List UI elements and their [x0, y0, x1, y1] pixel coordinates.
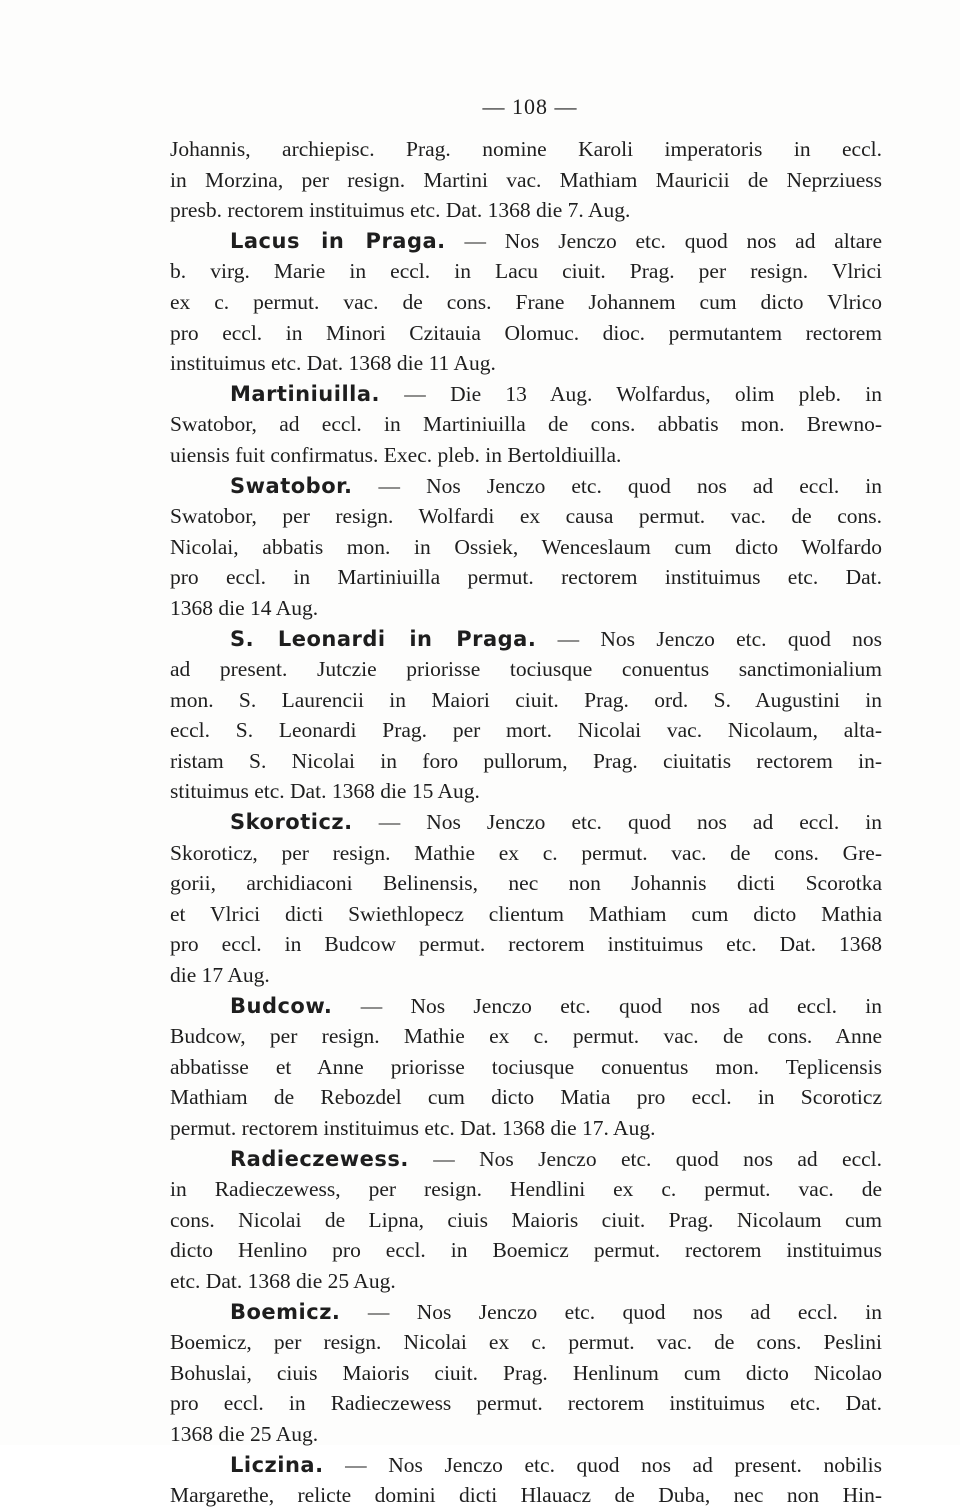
entry-heading: Liczina. — [230, 1452, 324, 1477]
entry-text: — Nos Jenczo etc. quod nos ad eccl. in — [360, 993, 882, 1018]
text-line: cons. Nicolai de Lipna, ciuis Maioris ciuit. Prag. Nicolaum cum — [170, 1207, 882, 1232]
text-line: Boemicz, per resign. Nicolai ex c. permut. vac. de cons. Peslini — [170, 1330, 882, 1355]
entry-heading: Skoroticz. — [230, 810, 353, 835]
entry-first-line — [170, 624, 882, 655]
entry-heading: Budcow. — [230, 993, 333, 1018]
entry-heading: Martiniuilla. — [230, 381, 381, 406]
text-line: 1368 die 25 Aug. — [170, 1421, 319, 1446]
text-line: Budcow, per resign. Mathie ex c. permut. vac. de cons. Anne — [170, 1024, 882, 1049]
entry-heading: Lacus in Praga. — [230, 228, 446, 253]
entry-text: — Nos Jenczo etc. quod nos ad eccl. in — [378, 810, 883, 835]
text-line: instituimus etc. Dat. 1368 die 11 Aug. — [170, 351, 496, 376]
text-line: abbatisse et Anne priorisse tociusque conuentus mon. Teplicensis — [170, 1054, 882, 1079]
text-line: 1368 die 14 Aug. — [170, 595, 319, 620]
entry-text: — Nos Jenczo etc. quod nos ad eccl. in — [367, 1299, 882, 1324]
text-line: Mathiam de Rebozdel cum dicto Matia pro eccl. in Scoroticz — [170, 1085, 882, 1110]
text-line: Johannis, archiepisc. Prag. nomine Karoli imperatoris in eccl. — [170, 137, 882, 161]
entry-text: — Nos Jenczo etc. quod nos ad eccl. — [433, 1146, 882, 1171]
text-line: eccl. S. Leonardi Prag. per mort. Nicolai vac. Nicolaum, alta- — [170, 718, 882, 743]
text-line: uiensis fuit confirmatus. Exec. pleb. in Bertoldiuilla. — [170, 442, 622, 467]
entry-heading: Boemicz. — [230, 1299, 341, 1324]
text-line: etc. Dat. 1368 die 25 Aug. — [170, 1268, 396, 1293]
text-line: ex c. permut. vac. de cons. Frane Johannem cum dicto Vlrico — [170, 289, 882, 314]
entry-first-line — [170, 807, 882, 838]
text-line: pro eccl. in Minori Czitauia Olomuc. dioc. permutantem rectorem — [170, 320, 882, 345]
text-line: Margarethe, relicte domini dicti Hlauacz de Duba, nec non Hin- — [170, 1483, 882, 1508]
entry-heading: Swatobor. — [230, 473, 353, 498]
text-line: in Morzina, per resign. Martini vac. Mathiam Mauricii de Neprziuess — [170, 167, 882, 192]
text-line: dicto Henlino pro eccl. in Boemicz permut. rectorem instituimus — [170, 1238, 882, 1263]
entry-first-line — [170, 471, 882, 502]
entry-heading: S. Leonardi in Praga. — [230, 626, 537, 651]
text-line: Nicolai, abbatis mon. in Ossiek, Wenceslaum cum dicto Wolfardo — [170, 534, 882, 559]
page-number: — 108 — — [482, 94, 578, 119]
text-line: ad present. Jutczie priorisse tociusque conuentus sanctimonialium — [170, 657, 882, 682]
entry-text: — Die 13 Aug. Wolfardus, olim pleb. in — [404, 381, 882, 406]
text-line: permut. rectorem instituimus etc. Dat. 1368 die 17. Aug. — [170, 1116, 656, 1140]
text-line: presb. rectorem instituimus etc. Dat. 1368 die 7. Aug. — [170, 198, 631, 223]
text-line: stituimus etc. Dat. 1368 die 15 Aug. — [170, 779, 480, 804]
entry-text: — Nos Jenczo etc. quod nos ad eccl. in — [378, 473, 883, 498]
text-line: ristam S. Nicolai in foro pullorum, Prag. ciuitatis rectorem in- — [170, 748, 882, 773]
entry-text: — Nos Jenczo etc. quod nos ad present. nobilis — [345, 1452, 882, 1477]
entry-text: — Nos Jenczo etc. quod nos ad altare — [464, 228, 883, 253]
text-line: mon. S. Laurencii in Maiori ciuit. Prag. ord. S. Augustini in — [170, 687, 882, 712]
text-line: gorii, archidiaconi Belinensis, nec non Johannis dicti Scorotka — [170, 871, 882, 896]
entry-first-line — [170, 1297, 882, 1328]
entry-first-line — [170, 379, 882, 410]
text-line: Skoroticz, per resign. Mathie ex c. permut. vac. de cons. Gre- — [170, 840, 882, 865]
text-line: Bohuslai, ciuis Maioris ciuit. Prag. Henlinum cum dicto Nicolao — [170, 1360, 882, 1385]
text-line: Swatobor, ad eccl. in Martiniuilla de cons. abbatis mon. Brewno- — [170, 412, 882, 437]
text-line: pro eccl. in Budcow permut. rectorem instituimus etc. Dat. 1368 — [170, 932, 882, 957]
text-line: et Vlrici dicti Swiethlopecz clientum Mathiam cum dicto Mathia — [170, 901, 882, 926]
entry-first-line — [170, 1450, 882, 1481]
entry-heading: Radieczewess. — [230, 1146, 409, 1171]
entry-first-line — [170, 1144, 882, 1175]
text-line: Swatobor, per resign. Wolfardi ex causa permut. vac. de cons. — [170, 504, 882, 529]
text-line: pro eccl. in Radieczewess permut. rectorem instituimus etc. Dat. — [170, 1391, 882, 1416]
page-body — [170, 134, 882, 1511]
text-line: pro eccl. in Martiniuilla permut. rectorem instituimus etc. Dat. — [170, 565, 882, 590]
entry-first-line — [170, 226, 882, 257]
text-line: die 17 Aug. — [170, 963, 270, 988]
entry-first-line — [170, 991, 882, 1022]
entry-text: — Nos Jenczo etc. quod nos — [557, 626, 882, 651]
text-line: b. virg. Marie in eccl. in Lacu ciuit. Prag. per resign. Vlrici — [170, 259, 882, 284]
text-line: in Radieczewess, per resign. Hendlini ex c. permut. vac. de — [170, 1177, 882, 1202]
